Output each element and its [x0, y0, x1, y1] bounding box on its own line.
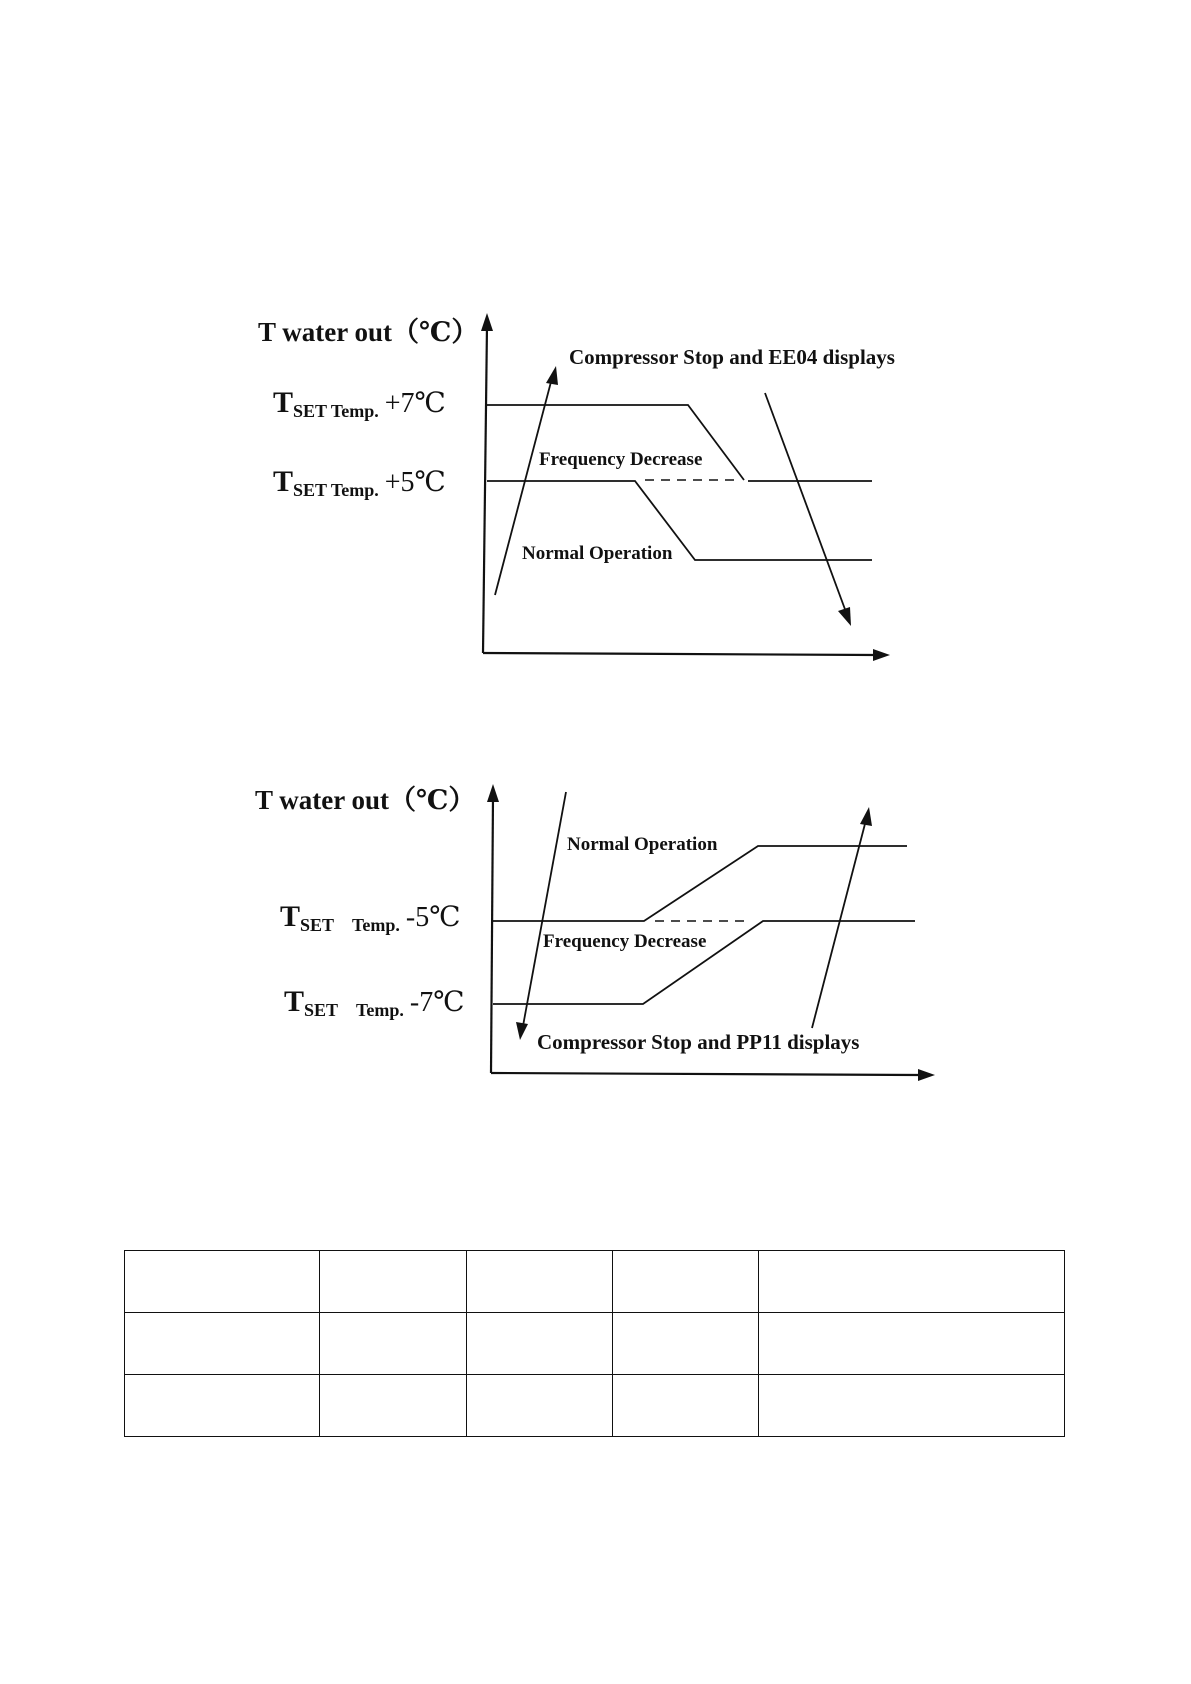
table-cell	[759, 1313, 1065, 1375]
table-cell	[467, 1375, 613, 1437]
y-axis	[483, 325, 487, 653]
empty-table	[124, 1250, 1065, 1437]
level-label-high: TSET Temp. +7℃	[273, 386, 446, 421]
table-cell	[467, 1313, 613, 1375]
rising-temperature-line	[812, 820, 866, 1028]
label-normal-operation: Normal Operation	[522, 543, 673, 564]
x-axis	[491, 1073, 920, 1075]
y-axis-title: T water out（℃）	[255, 785, 476, 815]
x-axis-arrowhead	[918, 1069, 935, 1081]
table-cell	[613, 1251, 759, 1313]
label-compressor-stop: Compressor Stop and PP11 displays	[537, 1030, 860, 1054]
falling-temperature-line	[523, 792, 566, 1026]
x-axis	[483, 653, 876, 655]
falling-temperature-line	[765, 393, 846, 612]
falling-arrowhead	[516, 1022, 528, 1040]
label-frequency-decrease: Frequency Decrease	[539, 449, 703, 470]
table-cell	[759, 1375, 1065, 1437]
table-cell	[613, 1313, 759, 1375]
rising-arrowhead	[860, 807, 872, 826]
y-axis	[491, 796, 493, 1073]
table-cell	[320, 1313, 467, 1375]
rising-arrowhead	[546, 366, 558, 385]
x-axis-arrowhead	[873, 649, 890, 661]
table-cell	[467, 1251, 613, 1313]
table-row	[125, 1375, 1065, 1437]
diagram-heating-protection	[0, 770, 1191, 1100]
y-axis-title: T water out（℃）	[258, 317, 479, 347]
level-label-high: TSET Temp. -5℃	[280, 900, 461, 935]
diagram-cooling-protection	[0, 300, 1191, 680]
label-frequency-decrease: Frequency Decrease	[543, 931, 707, 952]
table-cell	[320, 1375, 467, 1437]
table-cell	[613, 1375, 759, 1437]
label-normal-operation: Normal Operation	[567, 834, 718, 855]
falling-arrowhead	[838, 607, 851, 626]
threshold-line-normal	[493, 846, 907, 921]
level-label-low: TSET Temp. +5℃	[273, 465, 446, 500]
y-axis-arrowhead	[487, 784, 499, 802]
y-axis-arrowhead	[481, 313, 493, 331]
level-label-low: TSET Temp. -7℃	[284, 985, 465, 1020]
label-compressor-stop: Compressor Stop and EE04 displays	[569, 345, 895, 369]
table-cell	[320, 1251, 467, 1313]
table-cell	[125, 1375, 320, 1437]
table-row	[125, 1313, 1065, 1375]
table-cell	[125, 1313, 320, 1375]
table-row	[125, 1251, 1065, 1313]
table-cell	[125, 1251, 320, 1313]
table-cell	[759, 1251, 1065, 1313]
